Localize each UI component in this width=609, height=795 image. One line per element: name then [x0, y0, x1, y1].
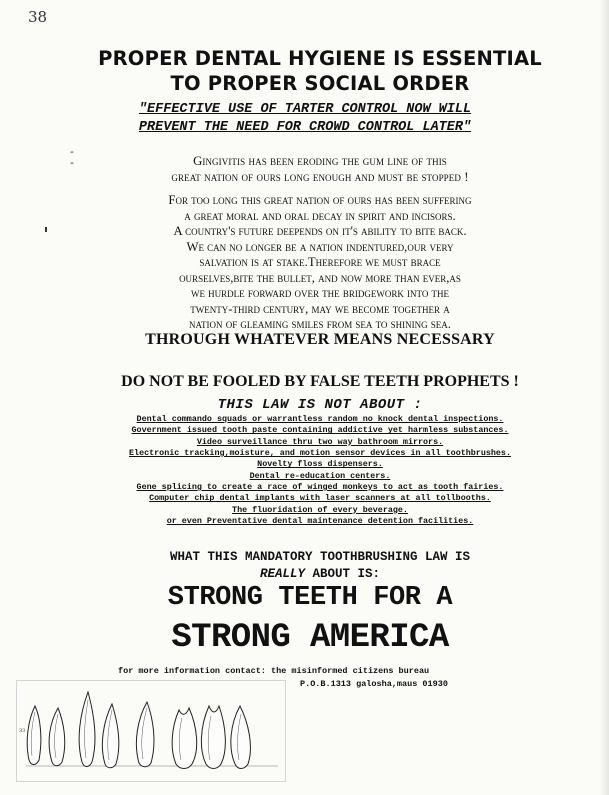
nation-line: twenty-third century, may we become together a [190, 301, 450, 316]
gingivitis-line-2: great nation of ours long enough and must be stopped ! [171, 170, 469, 184]
list-item: The fluoridation of every beverage. [232, 504, 408, 515]
list-item: Government issued tooth paste containing addictive yet harmless substances. [131, 425, 509, 436]
really-about-line-1: WHAT THIS MANDATORY TOOTHBRUSHING LAW IS [169, 550, 471, 564]
page-number: 38 [28, 8, 48, 26]
slogan-line-2: PREVENT THE NEED FOR CROWD CONTROL LATER" [138, 120, 472, 135]
nation-line: We can no longer be a nation indentured,our very [186, 239, 454, 254]
stray-mark [45, 227, 47, 232]
strong-teeth-headline: STRONG TEETH FOR A [167, 583, 453, 613]
nation-line: nation of gleaming smiles from sea to shining sea. [189, 317, 451, 331]
list-item: Computer chip dental implants with laser scanners at all tollbooths. [149, 493, 491, 504]
really-about-rest: ABOUT IS: [305, 567, 381, 581]
list-item: Dental commando squads or warrantless random no knock dental inspections. [136, 414, 504, 424]
tooth-icon [49, 708, 65, 766]
nation-line: salvation is at stake.Therefore we must brace [199, 255, 441, 269]
really-emphasis: REALLY [259, 567, 305, 581]
contact-address: P.O.B.1313 galosha,maus 01930 [300, 678, 448, 689]
tooth-icon [136, 702, 154, 767]
gingivitis-line-1: Gingivitis has been eroding the gum line of this [193, 154, 447, 168]
main-title [60, 46, 580, 96]
false-prophets-heading: DO NOT BE FOOLED BY FALSE TEETH PROPHETS ! [121, 373, 519, 390]
tooth-icon [172, 708, 197, 769]
nation-line: a great moral and oral decay in spirit and incisors. [184, 208, 456, 223]
figure-label: 33 [19, 728, 26, 734]
slogan-quote [70, 101, 540, 137]
nation-line: For too long this great nation of ours has been suffering [168, 193, 472, 207]
nation-line: ourselves,bite the bullet, and now more than ever,as [179, 270, 461, 285]
contact-line-1: for more information contact: the misinformed citizens bureau [118, 666, 430, 676]
list-item: Gene splicing to create a race of winged monkeys to act as tooth fairies. [136, 482, 504, 493]
means-necessary-heading: THROUGH WHATEVER MEANS NECESSARY [145, 331, 495, 348]
list-item: Novelty floss dispensers. [257, 459, 383, 470]
nation-line: we hurdle forward over the bridgework into the [190, 286, 450, 300]
dash-marks: - - [70, 145, 74, 169]
gingivitis-paragraph [70, 153, 570, 185]
teeth-illustration [16, 680, 286, 782]
strong-america-headline: STRONG AMERICA [171, 619, 449, 657]
paper-edge-shadow [599, 0, 609, 795]
tooth-icon [201, 706, 225, 769]
nation-line: A country's future deepends on it's ability to bite back. [173, 224, 467, 238]
not-about-heading: THIS LAW IS NOT ABOUT : [217, 397, 423, 413]
slogan-line-1: "EFFECTIVE USE OF TARTER CONTROL NOW WILL [138, 102, 472, 117]
tooth-icon [27, 706, 41, 765]
not-about-list [60, 414, 580, 527]
really-about-heading [60, 549, 580, 583]
nation-paragraph [60, 193, 580, 333]
list-item: or even Preventative dental maintenance detention facilities. [166, 516, 474, 527]
list-item: Dental re-education centers. [249, 470, 391, 481]
list-item: Electronic tracking,moisture, and motion sensor devices in all toothbrushes. [129, 448, 511, 459]
main-title-line-2: TO PROPER SOCIAL ORDER [170, 72, 470, 95]
main-title-line-1: PROPER DENTAL HYGIENE IS ESSENTIAL [98, 47, 542, 70]
tooth-icon [102, 704, 118, 768]
tooth-icon [79, 692, 95, 767]
list-item: Video surveillance thru two way bathroom mirrors. [196, 436, 444, 447]
